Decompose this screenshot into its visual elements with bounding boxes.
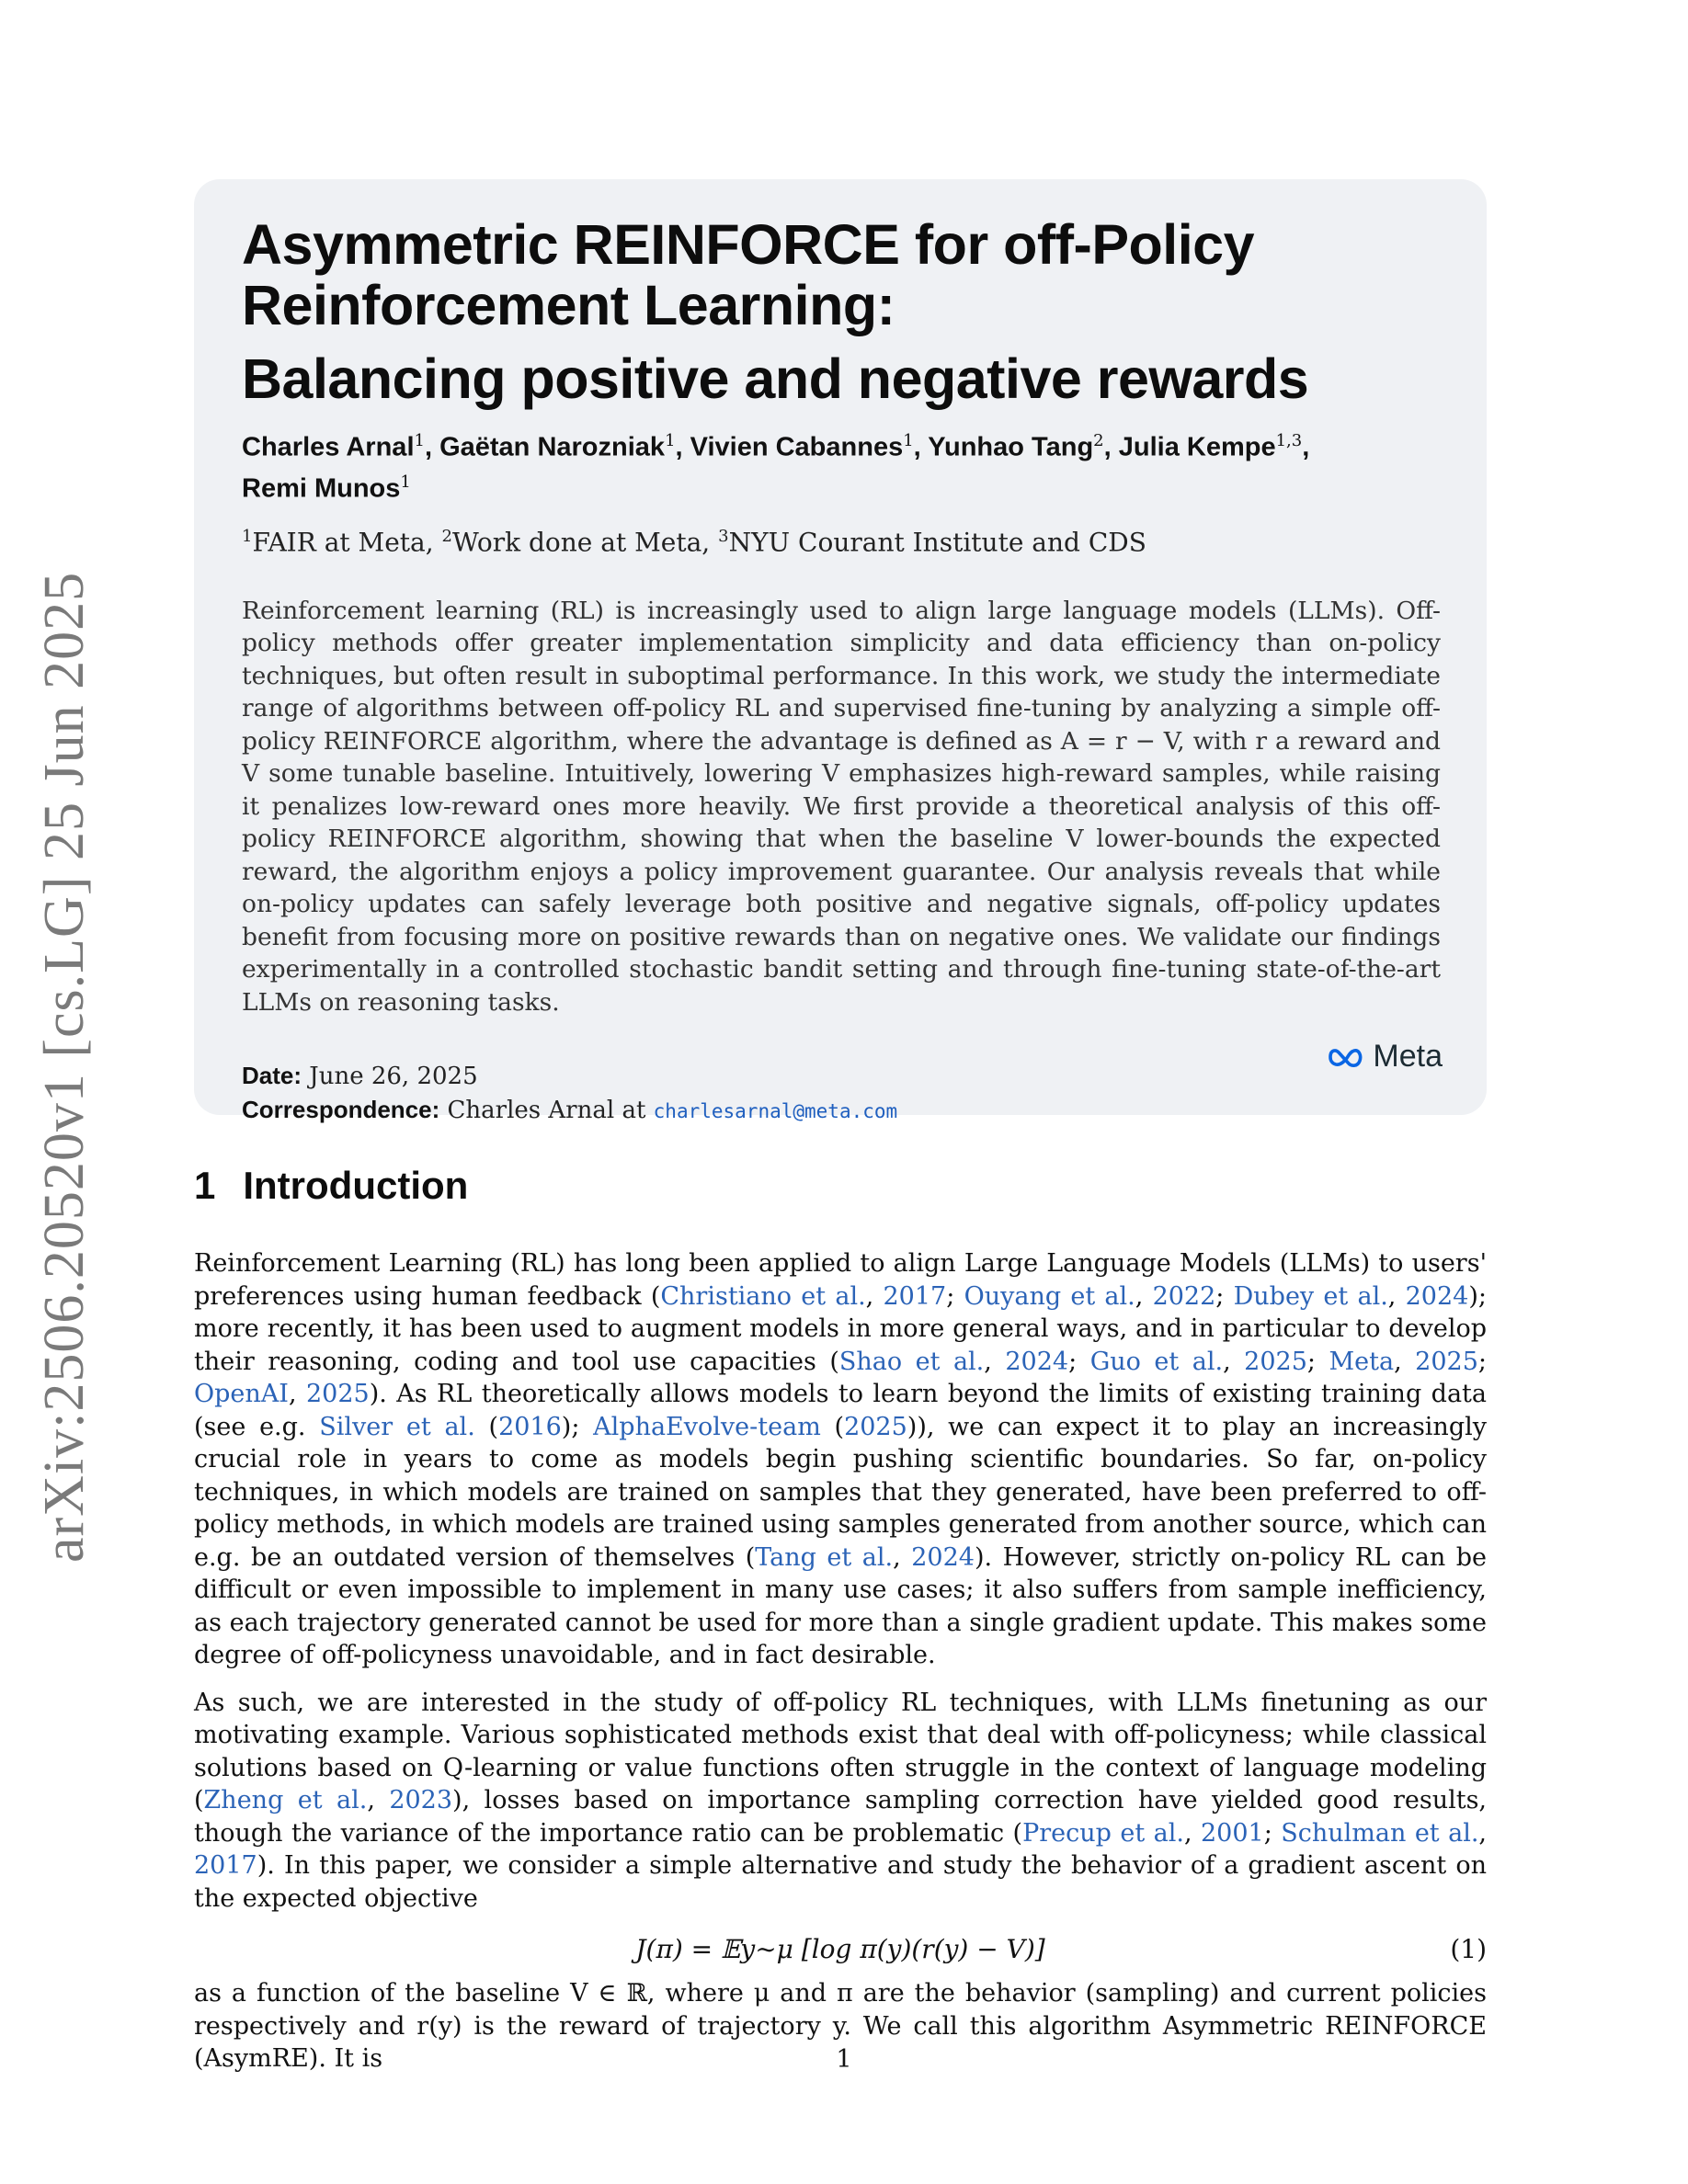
citation-link[interactable]: Ouyang et al.	[964, 1281, 1135, 1311]
intro-paragraph-1	[194, 1247, 1487, 1672]
paragraph-text: ;	[1068, 1347, 1090, 1376]
author-list: Charles Arnal$^1$, Gaëtan Narozniak$^1$, Vivien Cabannes$^1$, Yunhao Tang$^2$, Julia Kempe$^{1,3}$, Remi Munos$^1$	[242, 431, 1310, 504]
citation-link[interactable]: Dubey et al.	[1233, 1281, 1388, 1311]
author-name: Gaëtan Narozniak	[439, 432, 666, 462]
author-name: Vivien Cabannes	[690, 432, 904, 462]
citation-link[interactable]: 2025	[844, 1412, 907, 1441]
author-name: Julia Kempe	[1118, 432, 1276, 462]
title-line-1: Asymmetric REINFORCE for off-Policy	[242, 213, 1255, 276]
citation-link[interactable]: 2024	[1005, 1347, 1069, 1376]
citation-link[interactable]: 2017	[883, 1281, 947, 1311]
citation-link[interactable]: Tang et al.	[755, 1542, 894, 1572]
paragraph-text: ,	[1478, 1818, 1488, 1848]
citation-link[interactable]: Silver et al.	[319, 1412, 475, 1441]
citation-link[interactable]: 2016	[498, 1412, 562, 1441]
correspondence-email-link[interactable]: charlesarnal@meta.com	[653, 1100, 898, 1123]
paragraph-text: ;	[1306, 1347, 1329, 1376]
paper-title	[242, 214, 1441, 409]
paragraph-text: ), losses based on importance sampling correction have yielded good results, though the variance of the importance ratio can be problematic (	[194, 1786, 1488, 1848]
paragraph-text: ). In this paper, we consider a simple alternative and study the behavior of a gradient ascent on the expected objective	[194, 1851, 1487, 1913]
citation-link[interactable]: 2024	[911, 1542, 975, 1572]
author-affil-sup: 1	[665, 431, 676, 450]
correspondence-label: Correspondence:	[242, 1096, 440, 1124]
affil-text: NYU Courant Institute and CDS	[728, 527, 1146, 558]
affil-sup: 2	[441, 527, 452, 547]
citation-link[interactable]: Precup et al.	[1022, 1818, 1184, 1848]
equation-number: (1)	[1450, 1934, 1487, 1964]
paragraph-text: ,	[1387, 1281, 1406, 1311]
paragraph-text: ,	[1183, 1818, 1201, 1848]
paragraph-text: ;	[946, 1281, 964, 1311]
paragraph-text: (	[820, 1412, 845, 1441]
meta-infinity-icon	[1327, 1046, 1369, 1068]
citation-link[interactable]: 2017	[194, 1851, 257, 1880]
title-line-2: Reinforcement Learning:	[242, 274, 895, 336]
date-label: Date:	[242, 1062, 302, 1090]
citation-link[interactable]: 2025	[305, 1380, 370, 1408]
citation-link[interactable]: OpenAI	[194, 1380, 289, 1408]
affil-text: Work done at Meta,	[452, 527, 719, 558]
author-affil-sup: 1,3	[1275, 431, 1303, 450]
paragraph-text: ,	[288, 1380, 306, 1408]
paragraph-text: ). However, strictly on-policy RL can be difficult or even impossible to implement in many use cases; it also suffers from sample inefficiency, as each trajectory generated cannot be used for more than a single gradient update. This makes some degree of off-policyness unavoidable, and in fact desirable.	[194, 1542, 1487, 1669]
author-affil-sup: 1	[903, 431, 914, 450]
section-title: Introduction	[243, 1164, 469, 1207]
affil-sup: 1	[242, 527, 253, 547]
author-affil-sup: 1	[414, 431, 425, 450]
paragraph-text: )), we can expect it to play an increasingly crucial role in years to come as models begin pushing scientific boundaries. So far, on-policy techniques, in which models are trained on samples that they generated, have been preferred to off-policy methods, in which models are trained using samples generated from another source, which can e.g. be an outdated version of themselves (	[194, 1412, 1487, 1572]
citation-link[interactable]: Zheng et al.	[203, 1786, 368, 1814]
paragraph-text: ,	[1135, 1281, 1153, 1311]
paragraph-text: ). As RL theoretically allows models to learn beyond the limits of existing training data (see e.g.	[194, 1380, 1487, 1441]
author-affil-sup: 1	[400, 472, 411, 492]
citation-link[interactable]: 2022	[1152, 1281, 1216, 1311]
citation-link[interactable]: 2023	[389, 1786, 453, 1814]
paragraph-text: (	[474, 1412, 499, 1441]
correspondence-line	[242, 1093, 1441, 1128]
intro-paragraph-3: as a function of the baseline V ∈ ℝ, where μ and π are the behavior (sampling) and current policies respectively and r(y) is the reward of trajectory y. We call this algorithm Asymmetric REINFORCE (AsymRE). It is	[194, 1979, 1487, 2073]
paragraph-text: ,	[367, 1786, 390, 1814]
author-affil-sup: 2	[1093, 431, 1104, 450]
citation-link[interactable]: 2025	[1244, 1347, 1307, 1376]
citation-link[interactable]: Meta	[1329, 1347, 1395, 1376]
affiliations	[242, 520, 1441, 559]
correspondence-name: Charles Arnal at	[447, 1097, 646, 1125]
citation-link[interactable]: Christiano et al.	[660, 1281, 866, 1311]
meta-logo	[1327, 1039, 1443, 1075]
date-value: June 26, 2025	[309, 1063, 478, 1091]
paragraph-text: ,	[1394, 1347, 1416, 1376]
paragraph-text: As such, we are interested in the study of off-policy RL techniques, with LLMs finetuning as our motivating example. Various sophisticated methods exist that deal with off-policyness; while classical solutions based on Q-learning or value functions often struggle in the context of language modeling (	[194, 1688, 1487, 1814]
equation-1	[194, 1928, 1487, 1972]
date-line	[242, 1059, 1441, 1093]
paragraph-text: ;	[1263, 1818, 1282, 1848]
author-name: Remi Munos	[242, 473, 401, 504]
paragraph-text: ); more recently, it has been used to augment models in more general ways, and in particular to develop their reasoning, coding and tool use capacities (	[194, 1281, 1487, 1376]
author-name: Yunhao Tang	[928, 432, 1094, 462]
paragraph-text: ,	[1223, 1347, 1245, 1376]
paragraph-text: );	[561, 1412, 594, 1441]
title-abstract-box	[194, 179, 1487, 1125]
citation-link[interactable]: 2001	[1201, 1818, 1264, 1848]
citation-link[interactable]: 2024	[1405, 1281, 1469, 1311]
intro-paragraph-2	[194, 1687, 1487, 1916]
paragraph-text: ;	[1215, 1281, 1234, 1311]
section-number: 1	[194, 1164, 216, 1207]
page-number: 1	[836, 2045, 852, 2074]
affil-text: FAIR at Meta,	[252, 527, 442, 558]
abstract-text: Reinforcement learning (RL) is increasingly used to align large language models (LLMs). Off-policy methods offer greater implementation simplicity and data efficiency than on-policy techniques, but often result in suboptimal performance. In this work, we study the intermediate range of algorithms between off-policy RL and supervised fine-tuning by analyzing a simple off-policy REINFORCE algorithm, where the advantage is defined as A = r − V, with r a reward and V some tunable baseline. Intuitively, lowering V emphasizes high-reward samples, while raising it penalizes low-reward ones more heavily. We first provide a theoretical analysis of this off-policy REINFORCE algorithm, showing that when the baseline V lower-bounds the expected reward, the algorithm enjoys a policy improvement guarantee. Our analysis reveals that while on-policy updates can safely leverage both positive and negative signals, off-policy updates benefit from focusing more on positive rewards than on negative ones. We validate our findings experimentally in a controlled stochastic bandit setting and through fine-tuning state-of-the-art LLMs on reasoning tasks.	[242, 596, 1441, 1017]
citation-link[interactable]: AlphaEvolve-team	[593, 1412, 821, 1441]
citation-link[interactable]: Shao et al.	[838, 1347, 985, 1376]
section-heading	[194, 1163, 1487, 1209]
equation-body: J(π) = 𝔼y∼μ [log π(y)(r(y) − V)]	[635, 1934, 1045, 1964]
arxiv-identifier-stamp: arXiv:2506.20520v1 [cs.LG] 25 Jun 2025	[33, 571, 96, 1563]
citation-link[interactable]: 2025	[1415, 1347, 1478, 1376]
paragraph-text: ,	[865, 1281, 884, 1311]
meta-logo-text: Meta	[1373, 1039, 1443, 1074]
paragraph-text: Reinforcement Learning (RL) has long been applied to align Large Language Models (LLMs) to users' preferences using human feedback (	[194, 1249, 1487, 1311]
citation-link[interactable]: Guo et al.	[1089, 1347, 1224, 1376]
citation-link[interactable]: Schulman et al.	[1281, 1818, 1479, 1848]
author-name: Charles Arnal	[242, 432, 415, 462]
paragraph-text: ,	[984, 1347, 1006, 1376]
main-body	[194, 1163, 1487, 2076]
title-line-3: Balancing positive and negative rewards	[242, 347, 1309, 410]
paragraph-text: ,	[893, 1542, 912, 1572]
paragraph-text: ;	[1477, 1347, 1487, 1376]
affil-sup: 3	[718, 527, 729, 547]
